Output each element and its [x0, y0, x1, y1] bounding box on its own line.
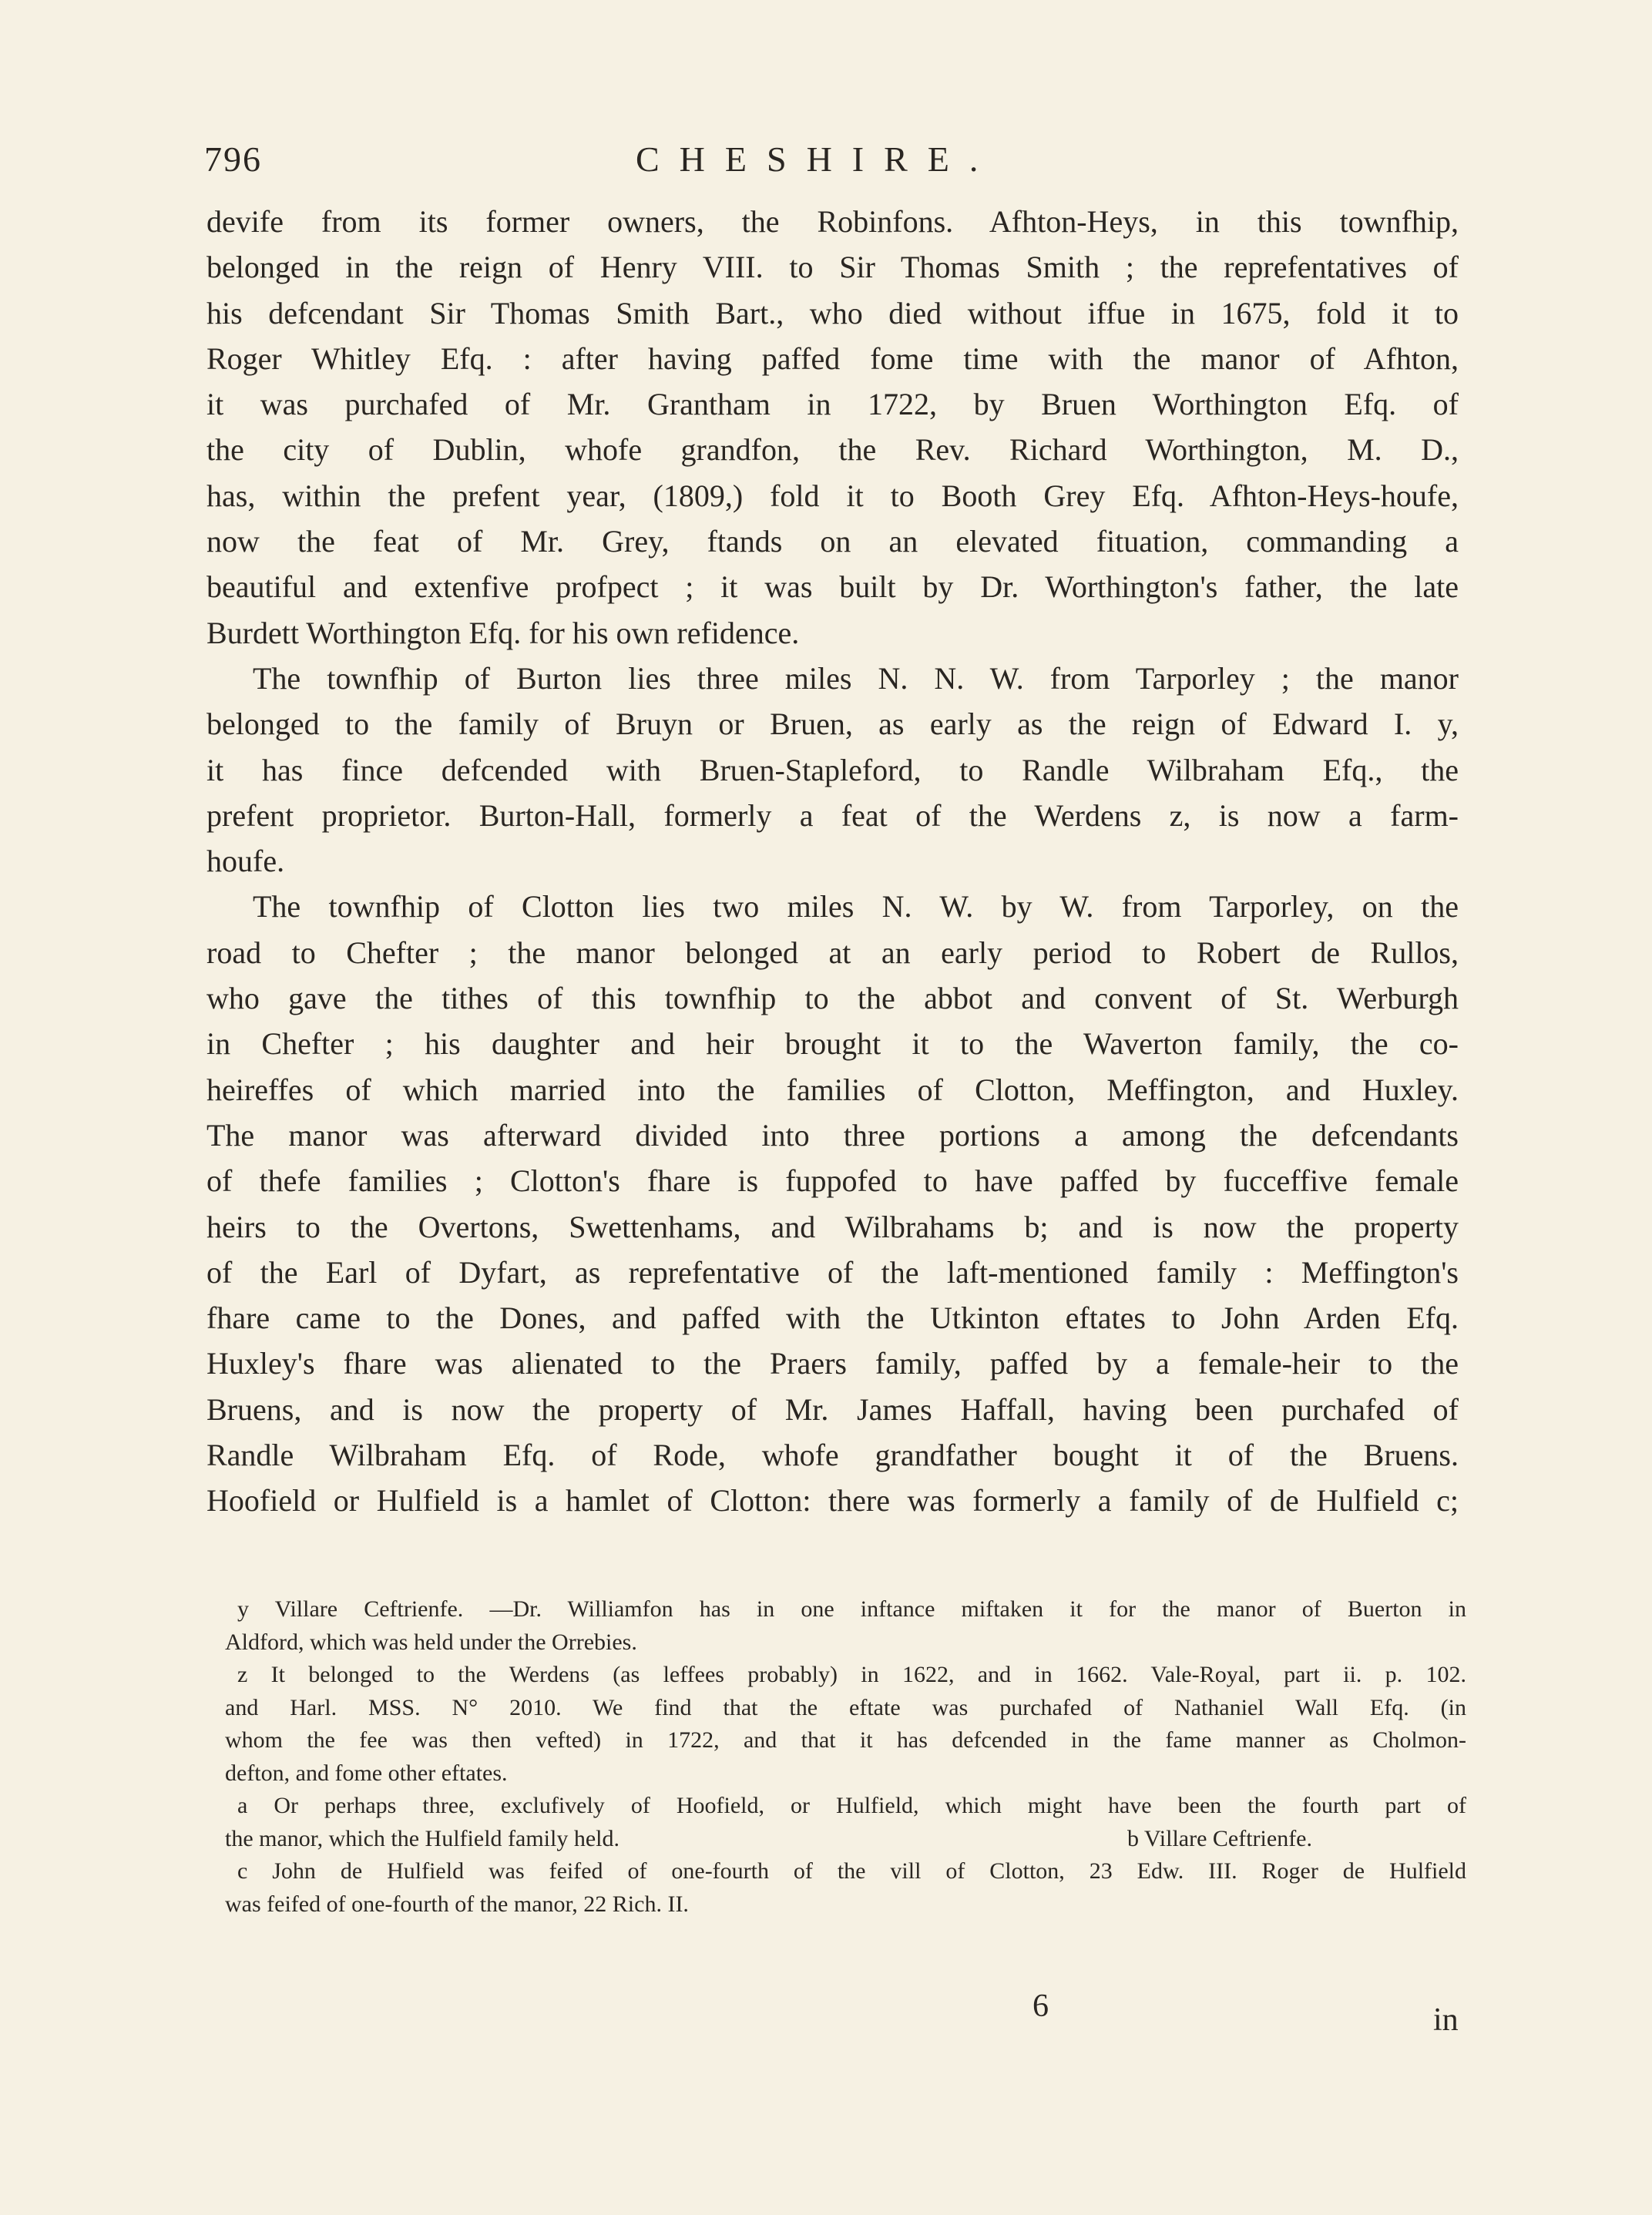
text-line: beautiful and extenfive profpect ; it was built by Dr. Worthington's father, the late	[206, 569, 1459, 605]
page-header	[204, 139, 1476, 193]
text-line: it was purchafed of Mr. Grantham in 1722, by Bruen Worthington Efq. of	[206, 387, 1459, 422]
text-line: has, within the prefent year, (1809,) fold it to Booth Grey Efq. Afhton-Heys-houfe,	[206, 478, 1459, 513]
text-line: heireffes of which married into the families of Clotton, Meffington, and Huxley.	[206, 1072, 1459, 1107]
text-line: in Chefter ; his daughter and heir brought it to the Waverton family, the co-	[206, 1026, 1459, 1062]
catchword: in	[1433, 2002, 1459, 2038]
footnote-y-cont: Aldford, which was held under the Orrebies.	[225, 1629, 637, 1655]
footnote-c: c John de Hulfield was feifed of one-fourth of the vill of Clotton, 23 Edw. III. Roger de Hulfield	[237, 1858, 1466, 1884]
text-line: Huxley's fhare was alienated to the Praers family, paffed by a female-heir to the	[206, 1346, 1459, 1381]
text-line: houfe.	[206, 844, 285, 879]
text-line: it has fince defcended with Bruen-Stapleford, to Randle Wilbraham Efq., the	[206, 752, 1459, 787]
footnote-z: z It belonged to the Werdens (as leffees probably) in 1622, and in 1662. Vale-Royal, part ii. p. 102.	[237, 1662, 1466, 1687]
text-line: The manor was afterward divided into three portions a among the defcendants	[206, 1117, 1459, 1153]
text-line: The townfhip of Burton lies three miles N. N. W. from Tarporley ; the manor	[253, 660, 1459, 696]
footnote-z-cont: and Harl. MSS. N° 2010. We find that the eftate was purchafed of Nathaniel Wall Efq. (in	[225, 1694, 1466, 1720]
footnote-y: y Villare Ceftrienfe. —Dr. Williamfon has in one inftance miftaken it for the manor of Buerton in	[237, 1596, 1466, 1622]
text-line: prefent proprietor. Burton-Hall, formerly a feat of the Werdens z, is now a farm-	[206, 797, 1459, 833]
footnote-a: a Or perhaps three, exclufively of Hoofield, or Hulfield, which might have been the fourth part of	[237, 1793, 1466, 1818]
text-line: The townfhip of Clotton lies two miles N. W. by W. from Tarporley, on the	[253, 889, 1459, 925]
text-line: devife from its former owners, the Robinfons. Afhton-Heys, in this townfhip,	[206, 204, 1459, 239]
text-line: Bruens, and is now the property of Mr. James Haffall, having been purchafed of	[206, 1391, 1459, 1427]
text-line: Randle Wilbraham Efq. of Rode, whofe grandfather bought it of the Bruens.	[206, 1438, 1459, 1473]
text-line: Roger Whitley Efq. : after having paffed fome time with the manor of Afhton,	[206, 341, 1459, 376]
text-line: Burdett Worthington Efq. for his own refidence.	[206, 615, 800, 650]
text-line: who gave the tithes of this townfhip to the abbot and convent of St. Werburgh	[206, 981, 1459, 1016]
text-line: the city of Dublin, whofe grandfon, the Rev. Richard Worthington, M. D.,	[206, 432, 1459, 468]
text-line: his defcendant Sir Thomas Smith Bart., who died without iffue in 1675, fold it to	[206, 295, 1459, 331]
footnote-z-cont: whom the fee was then vefted) in 1722, and that it has defcended in the fame manner as Cholmon-	[225, 1727, 1466, 1753]
footnotes	[225, 1593, 1466, 1921]
text-line: of thefe families ; Clotton's fhare is fuppofed to have paffed by fucceffive female	[206, 1163, 1459, 1199]
footnote-b: b Villare Ceftrienfe.	[1127, 1825, 1312, 1851]
footnote-a-cont: the manor, which the Hulfield family held.	[225, 1825, 620, 1851]
text-line: heirs to the Overtons, Swettenhams, and Wilbrahams b; and is now the property	[206, 1209, 1459, 1244]
text-line: fhare came to the Dones, and paffed with the Utkinton eftates to John Arden Efq.	[206, 1300, 1459, 1336]
page-number: 796	[204, 139, 262, 179]
running-title: CHESHIRE.	[636, 139, 999, 179]
text-line: road to Chefter ; the manor belonged at an early period to Robert de Rullos,	[206, 935, 1459, 970]
signature-mark: 6	[1032, 1988, 1049, 2024]
text-line: belonged to the family of Bruyn or Bruen, as early as the reign of Edward I. y,	[206, 706, 1459, 742]
main-text	[206, 199, 1459, 1524]
footnote-a-b-row	[225, 1823, 1466, 1856]
text-line: Hoofield or Hulfield is a hamlet of Clotton: there was formerly a family of de Hulfield c;	[206, 1483, 1459, 1519]
text-line: now the feat of Mr. Grey, ftands on an elevated fituation, commanding a	[206, 524, 1459, 559]
text-line: belonged in the reign of Henry VIII. to Sir Thomas Smith ; the reprefentatives of	[206, 250, 1459, 285]
footnote-z-cont: defton, and fome other eftates.	[225, 1760, 508, 1786]
text-line: of the Earl of Dyfart, as reprefentative of the laft-mentioned family : Meffington's	[206, 1254, 1459, 1290]
footnote-c-cont: was feifed of one-fourth of the manor, 22 Rich. II.	[225, 1891, 689, 1917]
